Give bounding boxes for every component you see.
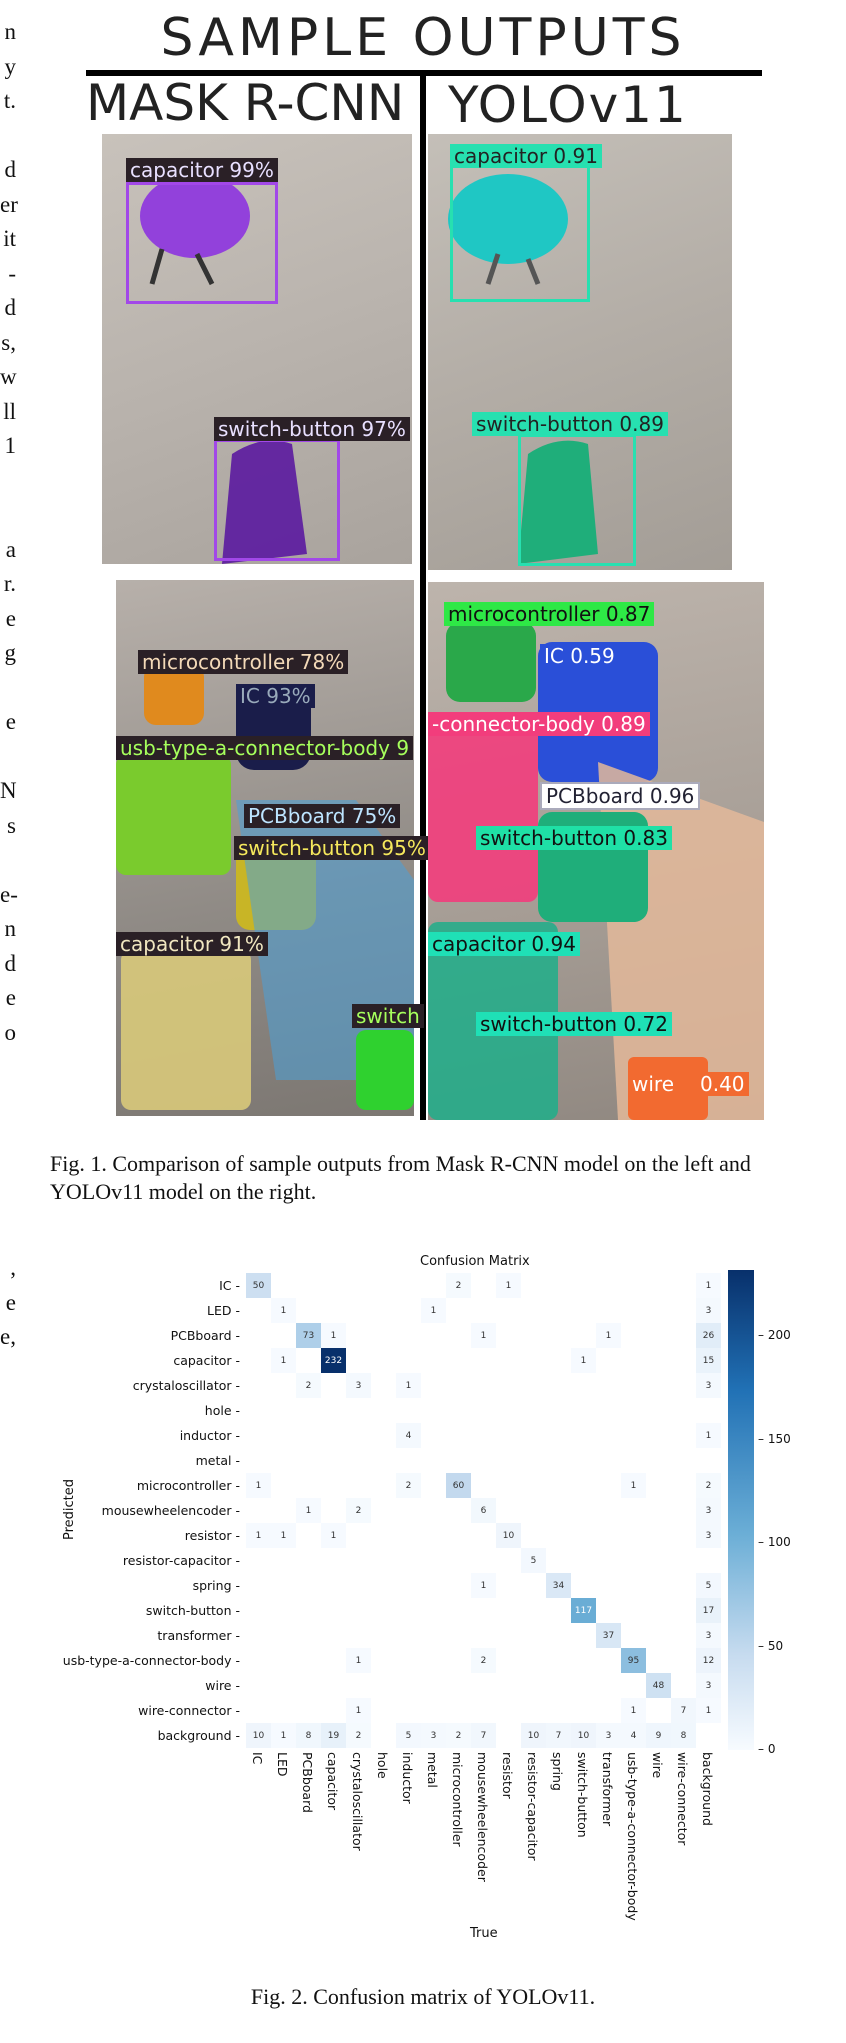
y-tick-label: inductor - (179, 1428, 240, 1443)
margin-fragment: it (3, 226, 16, 251)
y-axis-label: Predicted (62, 1478, 77, 1540)
x-tick-label: wire-connector (675, 1752, 690, 1846)
colorbar-tick: – 150 (758, 1431, 791, 1446)
det-label-pcb-left: PCBboard 75% (244, 804, 400, 828)
y-tick-label: usb-type-a-connector-body - (62, 1653, 240, 1668)
heatmap-cell: 3 (421, 1723, 446, 1748)
heatmap-cell: 3 (346, 1373, 371, 1398)
margin-fragment: 1 (4, 433, 16, 458)
x-tick-label: wire (650, 1752, 665, 1779)
margin-fragment: y (4, 53, 16, 79)
heatmap-cell: 34 (546, 1573, 571, 1598)
heatmap-cell: 2 (346, 1723, 371, 1748)
det-label-switch-right-3: switch-button 0.72 (476, 1012, 672, 1036)
x-tick-label: PCBboard (300, 1752, 315, 1813)
heatmap-cell: 2 (471, 1648, 496, 1673)
y-tick-label: resistor-capacitor - (122, 1553, 240, 1568)
margin-fragment: er (0, 191, 18, 217)
margin-fragment: n (4, 19, 16, 44)
heatmap-cell: 3 (696, 1498, 721, 1523)
heatmap-cell: 2 (446, 1273, 471, 1298)
x-tick-label: metal (425, 1752, 440, 1788)
heatmap-cell: 4 (621, 1723, 646, 1748)
heatmap-cell: 10 (571, 1723, 596, 1748)
heatmap-cell: 1 (346, 1648, 371, 1673)
margin-fragment: d (4, 295, 16, 320)
heatmap-cell: 1 (571, 1348, 596, 1373)
heatmap-cell: 3 (596, 1723, 621, 1748)
heatmap-cell: 3 (696, 1523, 721, 1548)
heatmap-cell: 50 (246, 1273, 271, 1298)
margin-fragment: d (4, 157, 16, 182)
x-tick-label: hole (375, 1752, 390, 1779)
heatmap-cell: 1 (471, 1323, 496, 1348)
heatmap-cell: 10 (521, 1723, 546, 1748)
heatmap-cell: 1 (346, 1698, 371, 1723)
margin-fragment: s, (1, 329, 16, 355)
margin-fragment: d (4, 950, 16, 976)
heatmap-cell: 8 (671, 1723, 696, 1748)
y-tick-label: switch-button - (145, 1603, 240, 1618)
heatmap-cell: 1 (696, 1698, 721, 1723)
heatmap-cell: 1 (246, 1473, 271, 1498)
heatmap-cell: 2 (446, 1723, 471, 1748)
x-tick-label: mousewheelencoder (475, 1752, 490, 1882)
margin-fragment: s (7, 812, 16, 838)
margin-fragment: - (8, 260, 16, 286)
heatmap-cell: 1 (696, 1273, 721, 1298)
y-tick-label: IC - (219, 1278, 240, 1293)
det-label-switch-left-2: switch-button 95% (234, 836, 430, 860)
heatmap-cell: 1 (696, 1423, 721, 1448)
heatmap-cell: 5 (521, 1548, 546, 1573)
det-label-switch-left: switch-button 97% (214, 417, 410, 441)
margin-fragment: e (5, 1289, 16, 1315)
margin-fragment: n (4, 916, 16, 941)
y-tick-label: mousewheelencoder - (101, 1503, 240, 1518)
heatmap-cell: 10 (246, 1723, 271, 1748)
det-label-switch-left-3: switch (352, 1004, 424, 1028)
heatmap-cell: 1 (321, 1323, 346, 1348)
det-label-ic-right: IC 0.59 (540, 644, 619, 668)
heatmap-cell: 73 (296, 1323, 321, 1348)
heatmap-cell: 5 (396, 1723, 421, 1748)
heatmap-cell: 1 (396, 1373, 421, 1398)
x-tick-label: inductor (400, 1752, 415, 1804)
margin-fragment: , (10, 1255, 16, 1280)
chart-title: Confusion Matrix (420, 1254, 530, 1269)
figure1-title: SAMPLE OUTPUTS (160, 8, 686, 68)
colorbar-tick: – 200 (758, 1328, 791, 1343)
heatmap-cell: 1 (496, 1273, 521, 1298)
det-label-pcb-right: PCBboard 0.96 (540, 782, 700, 810)
y-tick-label: background - (157, 1728, 240, 1743)
heatmap-cell: 8 (296, 1723, 321, 1748)
heatmap-cell: 3 (696, 1623, 721, 1648)
heatmap-cell: 7 (671, 1698, 696, 1723)
x-tick-label: spring (550, 1752, 565, 1791)
colorbar-tick: – 50 (758, 1638, 784, 1653)
det-label-switch-right-2: switch-button 0.83 (476, 826, 672, 850)
heatmap-cell: 5 (696, 1573, 721, 1598)
margin-fragment: a (5, 536, 16, 562)
det-label-ic-left: IC 93% (236, 684, 315, 708)
det-label-capacitor-right-2: capacitor 0.94 (428, 932, 580, 956)
det-label-usb-right: -connector-body 0.89 (428, 712, 650, 736)
heatmap-cell: 7 (546, 1723, 571, 1748)
x-tick-label: LED (275, 1752, 290, 1777)
det-label-capacitor-left-2: capacitor 91% (116, 932, 268, 956)
heatmap-cell: 1 (321, 1523, 346, 1548)
heatmap-cell: 1 (621, 1698, 646, 1723)
y-tick-label: wire - (205, 1678, 240, 1693)
x-tick-label: switch-button (575, 1752, 590, 1838)
heatmap-cell: 19 (321, 1723, 346, 1748)
x-tick-label: microcontroller (450, 1752, 465, 1847)
heatmap-cell: 37 (596, 1623, 621, 1648)
det-label-microcontroller-right: microcontroller 0.87 (444, 602, 654, 626)
left-column-title: MASK R-CNN (86, 74, 405, 132)
heatmap-cell: 95 (621, 1648, 646, 1673)
x-tick-label: resistor (500, 1752, 515, 1799)
margin-fragment: o (4, 1019, 16, 1045)
heatmap-cell: 1 (246, 1523, 271, 1548)
margin-fragment: e (5, 605, 16, 631)
det-label-wire-score-right: 0.40 (696, 1072, 749, 1096)
y-tick-label: spring - (192, 1578, 240, 1593)
x-tick-label: transformer (600, 1752, 615, 1827)
heatmap-cell: 3 (696, 1373, 721, 1398)
margin-fragment: e (5, 985, 16, 1010)
heatmap-cell: 6 (471, 1498, 496, 1523)
margin-fragment: e (5, 709, 16, 734)
heatmap-cell: 1 (271, 1298, 296, 1323)
margin-fragment: N (0, 778, 17, 803)
heatmap-cell: 60 (446, 1473, 471, 1498)
det-label-capacitor-left: capacitor 99% (126, 158, 278, 182)
heatmap-cell: 1 (621, 1473, 646, 1498)
y-tick-label: microcontroller - (136, 1478, 240, 1493)
y-tick-label: PCBboard - (170, 1328, 240, 1343)
heatmap-cell: 26 (696, 1323, 721, 1348)
margin-fragment: w (0, 364, 17, 389)
heatmap-cell: 17 (696, 1598, 721, 1623)
heatmap-cell: 232 (321, 1348, 346, 1373)
det-label-switch-right: switch-button 0.89 (472, 412, 668, 436)
y-tick-label: metal - (195, 1453, 240, 1468)
colorbar (728, 1270, 754, 1750)
heatmap-cell: 1 (271, 1723, 296, 1748)
x-axis-label: True (470, 1926, 498, 1941)
y-tick-label: hole - (204, 1403, 240, 1418)
x-tick-label: capacitor (325, 1752, 340, 1811)
heatmap-cell: 1 (596, 1323, 621, 1348)
det-label-microcontroller-left: microcontroller 78% (138, 650, 348, 674)
x-tick-label: resistor-capacitor (525, 1752, 540, 1861)
y-tick-label: crystaloscillator - (132, 1378, 240, 1393)
heatmap-cell: 1 (271, 1348, 296, 1373)
det-label-capacitor-right: capacitor 0.91 (450, 144, 602, 168)
det-label-wire-right: wire (628, 1072, 678, 1096)
margin-fragment: e- (0, 881, 18, 907)
figure1-caption: Fig. 1. Comparison of sample outputs from Mask R-CNN model on the left and YOLOv11 model on the right. (50, 1151, 751, 1204)
margin-fragment: ll (3, 398, 16, 424)
heatmap-cell: 117 (571, 1598, 596, 1623)
heatmap-cell: 12 (696, 1648, 721, 1673)
x-tick-label: background (700, 1752, 715, 1826)
margin-fragment: e, (0, 1324, 16, 1349)
figure2-caption: Fig. 2. Confusion matrix of YOLOv11. (250, 1984, 596, 2009)
heatmap-cell: 9 (646, 1723, 671, 1748)
heatmap-cell: 1 (471, 1573, 496, 1598)
margin-fragment: r. (3, 571, 16, 596)
heatmap-cell: 1 (271, 1523, 296, 1548)
y-tick-label: wire-connector - (138, 1703, 240, 1718)
y-tick-label: capacitor - (173, 1353, 240, 1368)
heatmap-cell: 2 (396, 1473, 421, 1498)
heatmap-cell: 15 (696, 1348, 721, 1373)
colorbar-tick: – 100 (758, 1535, 791, 1550)
heatmap-cell: 4 (396, 1423, 421, 1448)
margin-fragment: g (4, 640, 16, 665)
heatmap-cell: 2 (696, 1473, 721, 1498)
heatmap-cell: 7 (471, 1723, 496, 1748)
heatmap-cell: 2 (296, 1373, 321, 1398)
heatmap-cell: 1 (421, 1298, 446, 1323)
margin-fragment: t. (3, 88, 16, 113)
y-tick-label: transformer - (157, 1628, 240, 1643)
y-tick-label: LED - (207, 1303, 240, 1318)
x-tick-label: crystaloscillator (350, 1752, 365, 1851)
x-tick-label: IC (250, 1752, 265, 1765)
x-tick-label: usb-type-a-connector-body (625, 1752, 640, 1921)
heatmap-cell: 2 (346, 1498, 371, 1523)
det-label-usb-left: usb-type-a-connector-body 9 (116, 736, 413, 760)
heatmap-cell: 3 (696, 1298, 721, 1323)
y-tick-label: resistor - (184, 1528, 240, 1543)
colorbar-tick: – 0 (758, 1742, 776, 1756)
heatmap-cell: 10 (496, 1523, 521, 1548)
right-column-title: YOLOv11 (448, 76, 688, 134)
heatmap-cell: 48 (646, 1673, 671, 1698)
heatmap-cell: 3 (696, 1673, 721, 1698)
heatmap-cell: 1 (296, 1498, 321, 1523)
